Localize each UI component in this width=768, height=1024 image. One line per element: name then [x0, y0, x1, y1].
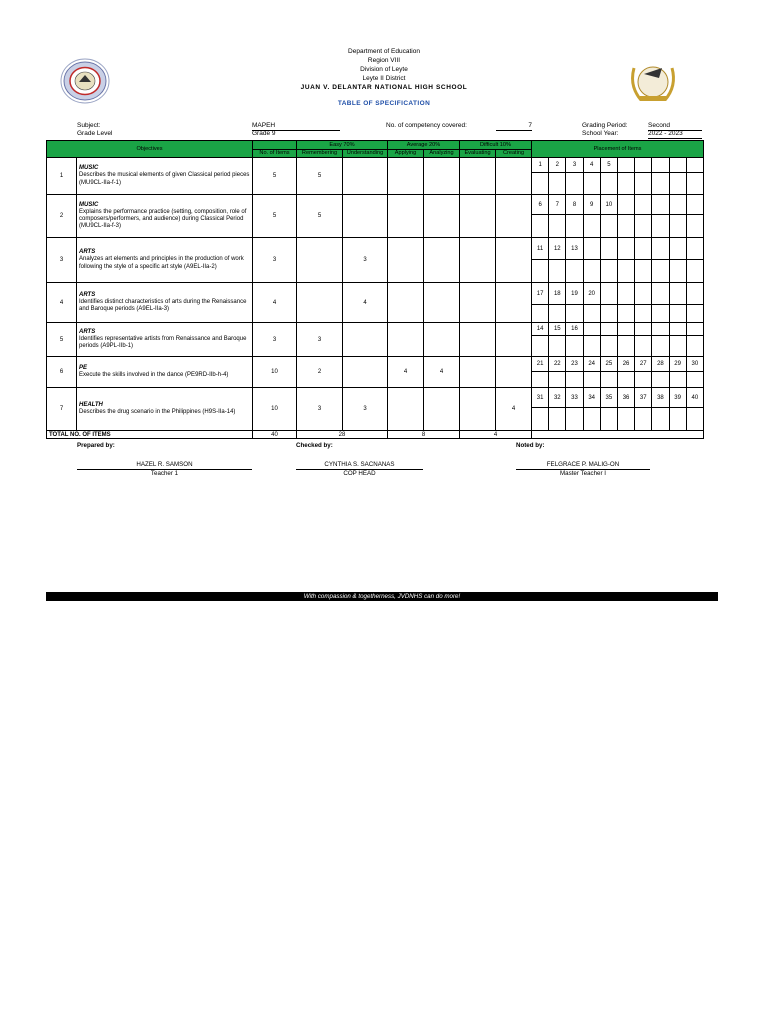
footer-motto: With compassion & togetherness, JVDNHS can do more! [46, 592, 718, 601]
header-understanding: Understanding [343, 150, 388, 158]
placement-cell: 2 [549, 158, 566, 173]
checked-name: CYNTHIA S. SACNANAS [296, 461, 423, 470]
grade-value: Grade 9 [252, 130, 276, 137]
count-ana [424, 195, 460, 238]
row-number: 3 [47, 238, 77, 283]
placement-cell-empty [532, 336, 549, 357]
placement-cell: 32 [549, 388, 566, 408]
placement-cell-empty [549, 173, 566, 195]
row-number: 7 [47, 388, 77, 431]
placement-cell-empty [549, 408, 566, 431]
placement-cell-empty [652, 215, 669, 238]
placement-cell-empty [566, 408, 583, 431]
objective-text: Explains the performance practice (setting, composition, role of composers/performers, and audience) during Classical Period (MU9CL-IIa-f-3) [79, 208, 247, 230]
placement-cell-empty [532, 215, 549, 238]
header-objectives: Objectives [47, 141, 253, 158]
placement-cell [600, 238, 617, 260]
competency-label: No. of competency covered: [386, 122, 467, 129]
placement-cell: 1 [532, 158, 549, 173]
placement-cell-empty [600, 173, 617, 195]
noted-name: FELGRACE P. MALIG-ON [516, 461, 650, 470]
table-row [47, 283, 704, 305]
placement-cell [617, 323, 634, 336]
placement-cell-empty [617, 408, 634, 431]
count-rem: 5 [297, 195, 343, 238]
placement-cell [686, 323, 703, 336]
row-number: 6 [47, 357, 77, 388]
placement-cell [669, 195, 686, 215]
placement-cell-empty [532, 372, 549, 388]
objective-text: Execute the skills involved in the dance (PE9RD-IIb-h-4) [79, 372, 229, 378]
noted-by-label: Noted by: [516, 442, 545, 449]
placement-cell: 9 [583, 195, 600, 215]
count-app [388, 238, 424, 283]
header-no-items: No. of Items [253, 150, 297, 158]
count-und: 3 [343, 238, 388, 283]
table-row [47, 238, 704, 260]
checked-title: COP HEAD [343, 470, 376, 477]
count-eva [460, 357, 496, 388]
placement-cell: 3 [566, 158, 583, 173]
placement-cell: 24 [583, 357, 600, 372]
placement-cell: 39 [669, 388, 686, 408]
header-placement: Placement of Items [532, 141, 704, 158]
year-value-text: 2022 - 2023 [648, 130, 683, 137]
count-cre: 4 [496, 388, 532, 431]
placement-cell-empty [686, 305, 703, 323]
count-items: 3 [253, 238, 297, 283]
placement-cell-empty [583, 408, 600, 431]
objective-text: Identifies distinct characteristics of arts during the Renaissance and Baroque periods (A9EL-IIa-3) [79, 298, 247, 313]
objective-cell [77, 388, 253, 431]
placement-cell: 7 [549, 195, 566, 215]
placement-cell [635, 238, 652, 260]
placement-cell: 27 [635, 357, 652, 372]
placement-cell: 34 [583, 388, 600, 408]
count-und: 4 [343, 283, 388, 323]
grade-label: Grade Level [77, 130, 113, 137]
placement-cell: 12 [549, 238, 566, 260]
placement-cell-empty [583, 336, 600, 357]
placement-cell-empty [686, 215, 703, 238]
header-evaluating: Evaluating [460, 150, 496, 158]
total-easy: 28 [297, 431, 388, 439]
placement-cell-empty [566, 215, 583, 238]
placement-cell: 13 [566, 238, 583, 260]
placement-cell-empty [566, 305, 583, 323]
table-row [47, 158, 704, 173]
count-und [343, 195, 388, 238]
count-items: 3 [253, 323, 297, 357]
placement-cell-empty [686, 372, 703, 388]
header-line-2: Region VIII [367, 57, 401, 64]
placement-cell: 16 [566, 323, 583, 336]
placement-cell-empty [600, 336, 617, 357]
objective-subject: MUSIC [79, 201, 99, 208]
placement-cell: 15 [549, 323, 566, 336]
objective-cell [77, 357, 253, 388]
subject-label: Subject: [77, 122, 101, 129]
competency-value [496, 122, 532, 131]
count-ana [424, 323, 460, 357]
placement-cell: 25 [600, 357, 617, 372]
prepared-name: HAZEL R. SAMSON [77, 461, 252, 470]
placement-cell [635, 323, 652, 336]
objective-cell [77, 323, 253, 357]
header-creating: Creating [496, 150, 532, 158]
count-rem [297, 238, 343, 283]
objective-cell [77, 195, 253, 238]
placement-cell: 18 [549, 283, 566, 305]
placement-cell-empty [566, 260, 583, 283]
count-ana: 4 [424, 357, 460, 388]
placement-cell [686, 195, 703, 215]
placement-cell: 6 [532, 195, 549, 215]
placement-cell-empty [669, 305, 686, 323]
count-rem: 2 [297, 357, 343, 388]
count-rem [297, 283, 343, 323]
placement-cell-empty [617, 305, 634, 323]
count-und [343, 323, 388, 357]
placement-cell: 8 [566, 195, 583, 215]
placement-cell-empty [635, 372, 652, 388]
count-rem: 5 [297, 158, 343, 195]
placement-cell-empty [583, 372, 600, 388]
placement-cell-empty [583, 215, 600, 238]
placement-cell [635, 158, 652, 173]
placement-cell-empty [635, 408, 652, 431]
placement-cell: 36 [617, 388, 634, 408]
objective-text: Describes the musical elements of given Classical period pieces (MU9CL-IIa-f-1) [79, 172, 250, 186]
placement-cell-empty [549, 372, 566, 388]
table-row [47, 388, 704, 408]
count-rem: 3 [297, 388, 343, 431]
placement-cell: 40 [686, 388, 703, 408]
objective-subject: ARTS [79, 291, 96, 298]
header-average: Average 20% [388, 141, 460, 150]
placement-cell: 31 [532, 388, 549, 408]
placement-cell [669, 283, 686, 305]
total-placement-empty [532, 431, 704, 439]
placement-cell-empty [549, 336, 566, 357]
placement-cell: 21 [532, 357, 549, 372]
placement-cell-empty [566, 336, 583, 357]
count-app [388, 283, 424, 323]
competency-value-text: 7 [528, 122, 532, 129]
objective-subject: ARTS [79, 328, 96, 335]
placement-cell: 10 [600, 195, 617, 215]
count-items: 10 [253, 357, 297, 388]
placement-cell [635, 195, 652, 215]
count-app [388, 323, 424, 357]
subject-value-text: MAPEH [252, 122, 276, 129]
count-cre [496, 357, 532, 388]
count-cre [496, 283, 532, 323]
objective-cell [77, 158, 253, 195]
placement-cell-empty [600, 215, 617, 238]
placement-cell-empty [635, 336, 652, 357]
count-items: 5 [253, 158, 297, 195]
checked-signature [296, 461, 423, 477]
placement-cell: 26 [617, 357, 634, 372]
prepared-by-label: Prepared by: [77, 442, 115, 449]
period-value-text: Second [648, 122, 671, 129]
placement-cell [652, 195, 669, 215]
placement-cell-empty [652, 336, 669, 357]
placement-cell-empty [532, 408, 549, 431]
total-difficult: 4 [460, 431, 532, 439]
placement-cell-empty [549, 215, 566, 238]
count-app [388, 158, 424, 195]
document-header [0, 47, 768, 108]
placement-cell: 11 [532, 238, 549, 260]
placement-cell: 4 [583, 158, 600, 173]
placement-cell [652, 323, 669, 336]
placement-cell-empty [600, 372, 617, 388]
header-analyzing: Analyzing [424, 150, 460, 158]
placement-cell: 33 [566, 388, 583, 408]
placement-cell-empty [686, 408, 703, 431]
placement-cell: 20 [583, 283, 600, 305]
placement-cell [652, 158, 669, 173]
count-ana [424, 238, 460, 283]
placement-cell: 29 [669, 357, 686, 372]
count-eva [460, 323, 496, 357]
placement-cell-empty [652, 408, 669, 431]
objective-subject: HEALTH [79, 401, 103, 408]
total-items: 40 [253, 431, 297, 439]
placement-cell-empty [617, 260, 634, 283]
year-label: School Year: [582, 130, 619, 137]
header-line-1: Department of Education [348, 48, 420, 55]
placement-cell-empty [652, 173, 669, 195]
count-eva [460, 388, 496, 431]
placement-cell-empty [669, 372, 686, 388]
count-items: 10 [253, 388, 297, 431]
count-cre [496, 158, 532, 195]
count-ana [424, 158, 460, 195]
placement-cell-empty [600, 305, 617, 323]
placement-cell [600, 323, 617, 336]
placement-cell-empty [635, 260, 652, 283]
placement-cell-empty [583, 173, 600, 195]
objective-subject: ARTS [79, 249, 96, 256]
placement-cell-empty [617, 173, 634, 195]
placement-cell [669, 158, 686, 173]
count-app: 4 [388, 357, 424, 388]
placement-cell: 5 [600, 158, 617, 173]
count-eva [460, 238, 496, 283]
placement-cell [686, 158, 703, 173]
placement-cell-empty [652, 260, 669, 283]
placement-cell: 17 [532, 283, 549, 305]
placement-cell [669, 323, 686, 336]
placement-cell-empty [600, 260, 617, 283]
row-number: 1 [47, 158, 77, 195]
count-cre [496, 323, 532, 357]
total-average: 8 [388, 431, 460, 439]
placement-cell [686, 283, 703, 305]
objective-subject: MUSIC [79, 165, 99, 172]
placement-cell-empty [635, 215, 652, 238]
placement-cell: 35 [600, 388, 617, 408]
placement-cell-empty [686, 336, 703, 357]
placement-cell-empty [532, 305, 549, 323]
placement-cell [617, 283, 634, 305]
table-row [47, 357, 704, 372]
count-app [388, 388, 424, 431]
placement-cell-empty [583, 260, 600, 283]
placement-cell-empty [652, 372, 669, 388]
placement-cell-empty [635, 305, 652, 323]
placement-cell-empty [669, 260, 686, 283]
count-eva [460, 158, 496, 195]
year-value [648, 130, 702, 139]
placement-cell-empty [566, 173, 583, 195]
placement-cell-empty [686, 260, 703, 283]
document-title: TABLE OF SPECIFICATION [337, 100, 431, 107]
placement-cell: 22 [549, 357, 566, 372]
header-applying: Applying [388, 150, 424, 158]
header-line-3: Division of Leyte [360, 66, 408, 73]
count-items: 4 [253, 283, 297, 323]
placement-cell [669, 238, 686, 260]
count-und [343, 357, 388, 388]
prepared-signature [77, 461, 252, 477]
count-eva [460, 195, 496, 238]
noted-signature [516, 461, 650, 477]
placement-cell-empty [635, 173, 652, 195]
row-number: 5 [47, 323, 77, 357]
count-und [343, 158, 388, 195]
row-number: 2 [47, 195, 77, 238]
placement-cell-empty [532, 260, 549, 283]
placement-cell-empty [617, 336, 634, 357]
placement-cell-empty [549, 305, 566, 323]
count-rem: 3 [297, 323, 343, 357]
placement-cell [652, 238, 669, 260]
placement-cell-empty [652, 305, 669, 323]
count-cre [496, 238, 532, 283]
header-easy: Easy 70% [297, 141, 388, 150]
objective-cell [77, 238, 253, 283]
header-line-4: Leyte II District [362, 75, 406, 82]
count-ana [424, 388, 460, 431]
placement-cell [652, 283, 669, 305]
count-cre [496, 195, 532, 238]
placement-cell: 30 [686, 357, 703, 372]
placement-cell-empty [669, 408, 686, 431]
placement-cell-empty [566, 372, 583, 388]
table-row [47, 323, 704, 336]
placement-cell-empty [617, 215, 634, 238]
objective-text: Analyzes art elements and principles in the production of work following the style of a specific art style (A9EL-IIa-2) [79, 256, 244, 270]
count-app [388, 195, 424, 238]
placement-cell [600, 283, 617, 305]
school-name: JUAN V. DELANTAR NATIONAL HIGH SCHOOL [300, 84, 468, 91]
objective-text: Identifies representative artists from Renaissance and Baroque periods (A9PL-IIb-1) [79, 335, 247, 350]
placement-cell [617, 238, 634, 260]
placement-cell [617, 195, 634, 215]
count-items: 5 [253, 195, 297, 238]
table-row [47, 195, 704, 215]
placement-cell: 19 [566, 283, 583, 305]
placement-cell: 28 [652, 357, 669, 372]
placement-cell-empty [617, 372, 634, 388]
placement-cell [635, 283, 652, 305]
placement-cell: 37 [635, 388, 652, 408]
placement-cell [617, 158, 634, 173]
checked-by-label: Checked by: [296, 442, 333, 449]
placement-cell-empty [532, 173, 549, 195]
objective-cell [77, 283, 253, 323]
placement-cell [583, 238, 600, 260]
header-items-top [253, 141, 297, 150]
count-und: 3 [343, 388, 388, 431]
placement-cell: 38 [652, 388, 669, 408]
placement-cell-empty [669, 215, 686, 238]
placement-cell-empty [686, 173, 703, 195]
header-difficult: Difficult 10% [460, 141, 532, 150]
placement-cell-empty [583, 305, 600, 323]
noted-title: Master Teacher I [560, 470, 606, 477]
period-label: Grading Period: [582, 122, 628, 129]
prepared-title: Teacher 1 [150, 470, 179, 477]
placement-cell: 14 [532, 323, 549, 336]
header-remembering: Remembering [297, 150, 343, 158]
placement-cell-empty [549, 260, 566, 283]
placement-cell-empty [600, 408, 617, 431]
placement-cell [583, 323, 600, 336]
count-eva [460, 283, 496, 323]
specification-table [46, 140, 704, 439]
placement-cell-empty [669, 173, 686, 195]
objective-text: Describes the drug scenario in the Philippines (H9S-IIa-14) [79, 409, 236, 415]
total-label: TOTAL NO. OF ITEMS [47, 431, 253, 439]
placement-cell: 23 [566, 357, 583, 372]
placement-cell [686, 238, 703, 260]
count-ana [424, 283, 460, 323]
objective-subject: PE [79, 364, 88, 371]
placement-cell-empty [669, 336, 686, 357]
row-number: 4 [47, 283, 77, 323]
